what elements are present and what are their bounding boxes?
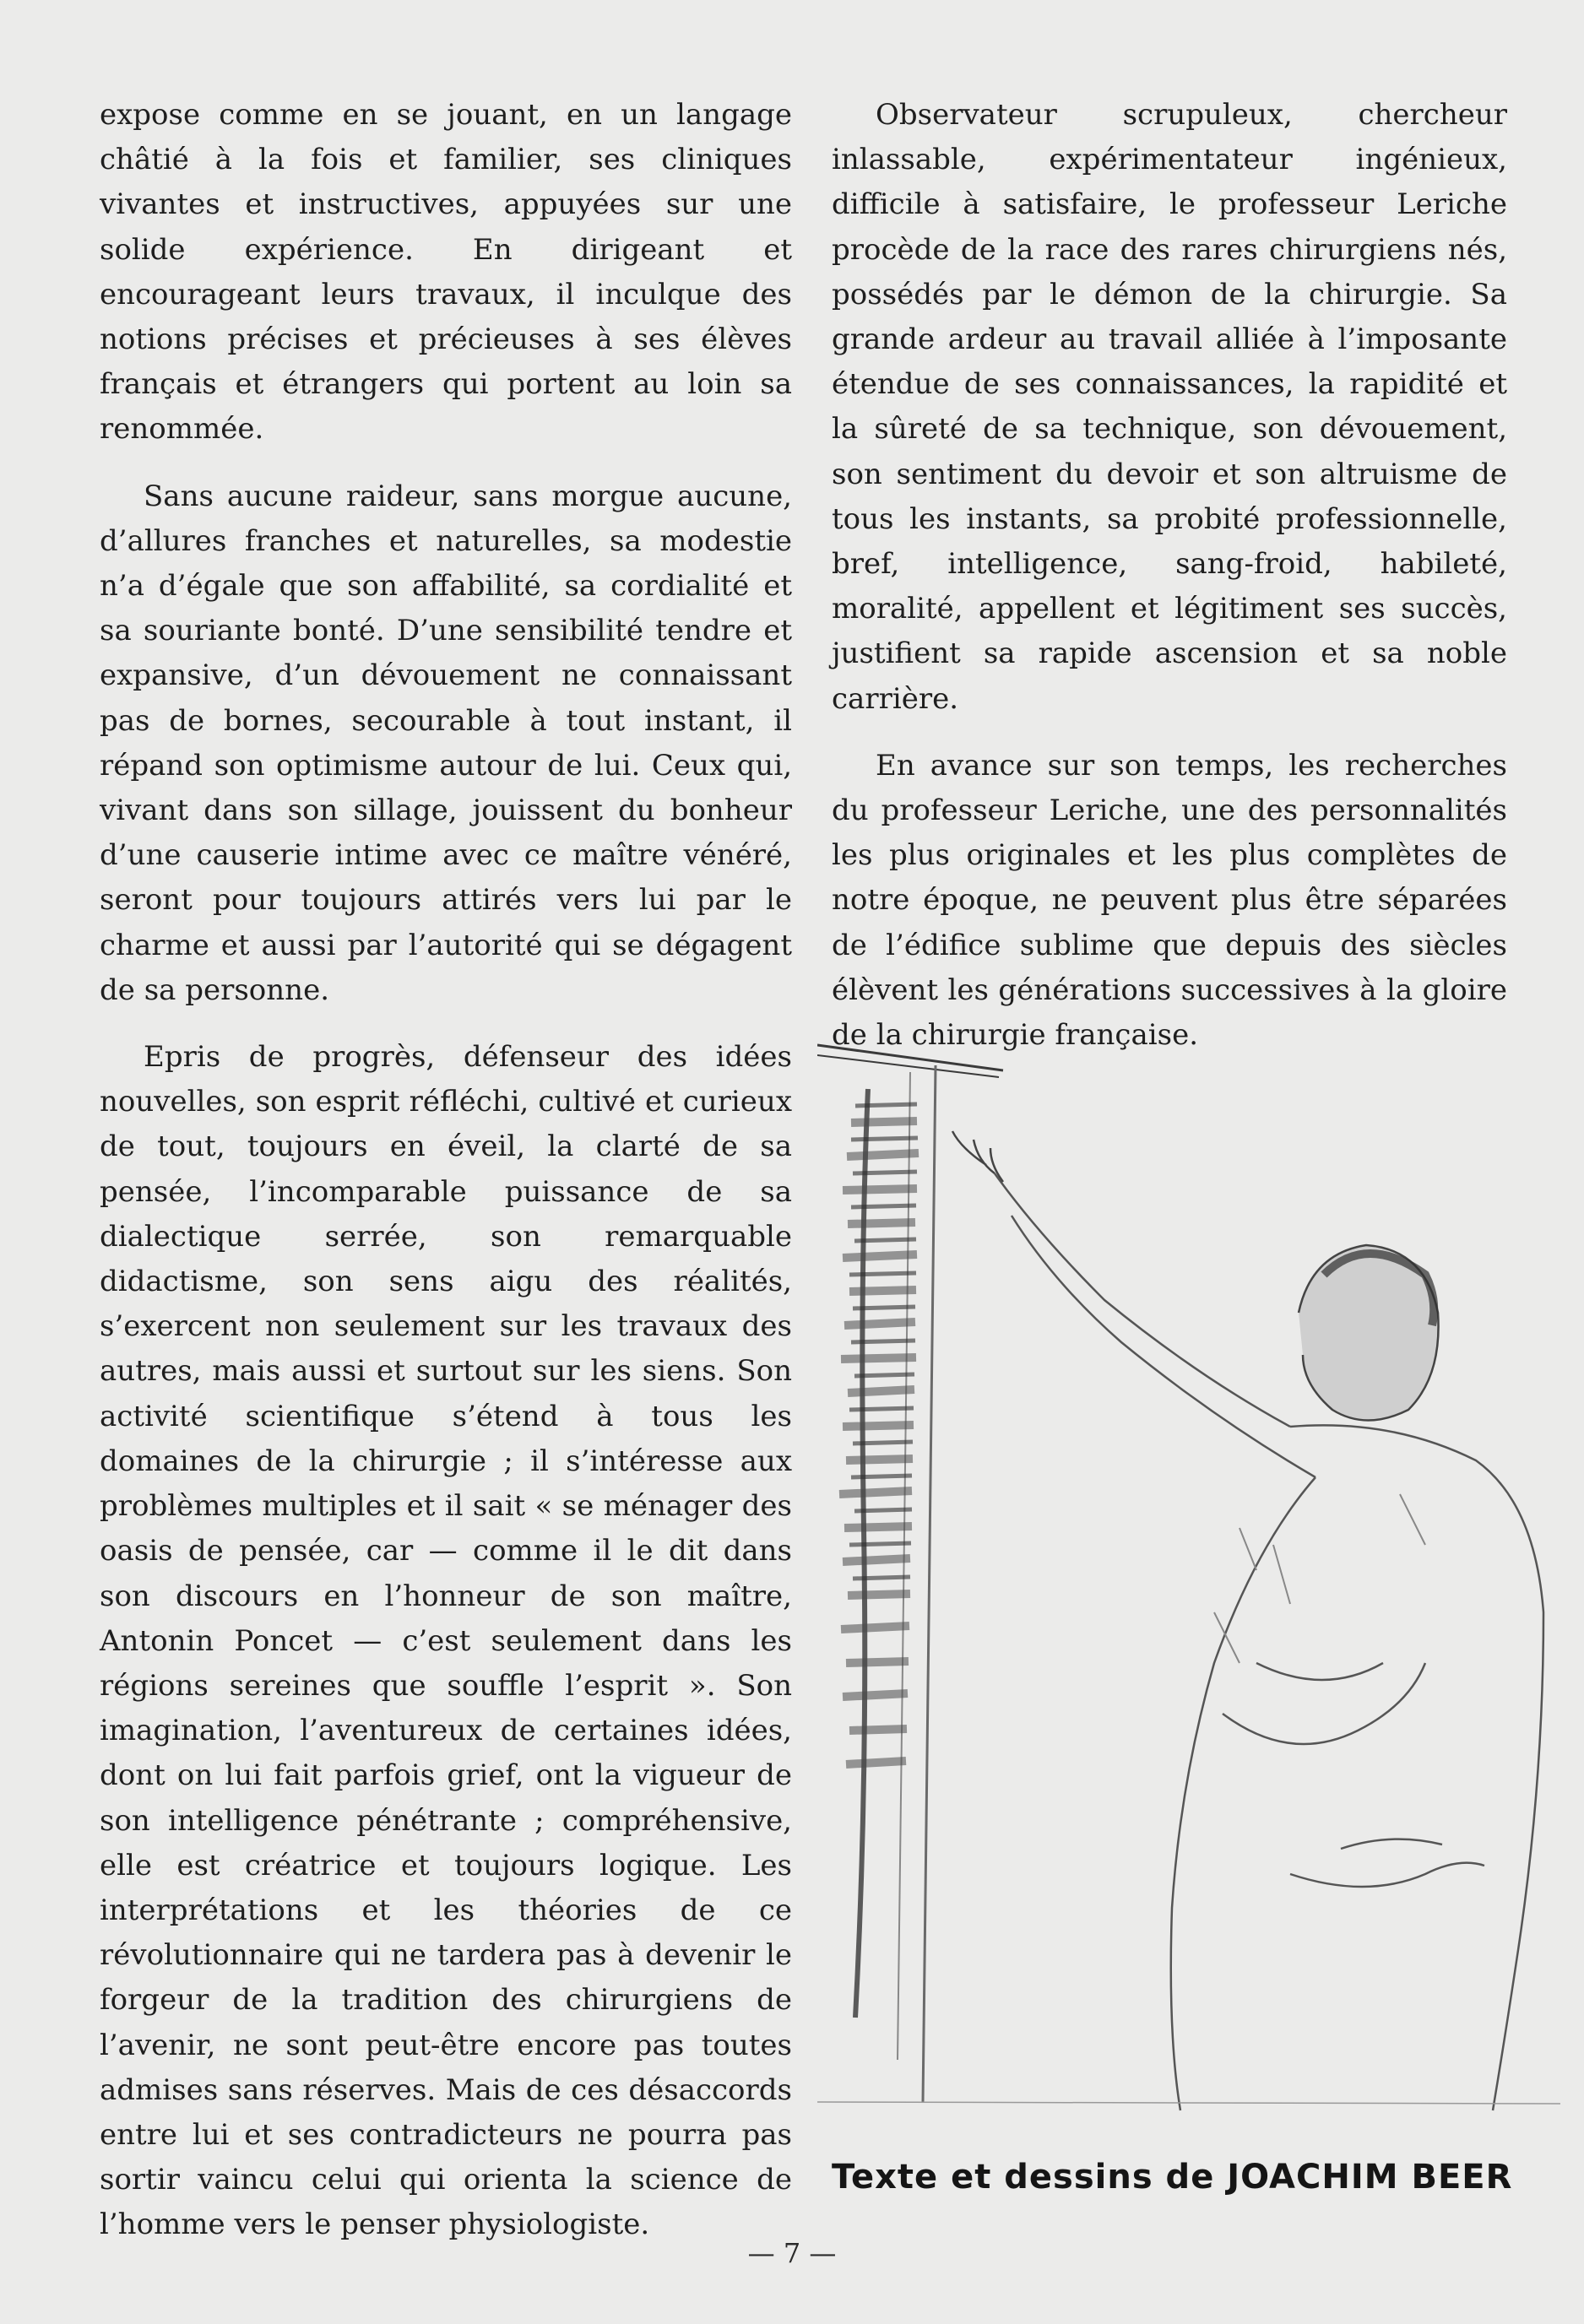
hatched-chart-drawing [817, 1045, 1003, 2102]
paragraph: expose comme en se jouant, en un langage châtié à la fois et familier, ses cliniques vivantes et instructives, appuyées sur une solide expérience. En dirigeant et encourageant leurs travaux, il inculque des notions précises et précieuses à ses élèves français et étrangers qui portent au loin sa renommée. [100, 98, 792, 447]
paragraph: Sans aucune raideur, sans morgue aucune, d’allures franches et naturelles, sa modestie n’a d’égale que son affabilité, sa cordialité et sa souriante bonté. D’une sensibilité tendre et expansive, d’un dévouement ne connaissant pas de bornes, secourable à tout instant, il répand son optimisme autour de lui. Ceux qui, vivant dans son sillage, jouissent du bonheur d’une causerie intime avec ce maître vénéré, seront pour toujours attirés vers lui par le charme et aussi par l’autorité qui se dégagent de sa personne. [100, 479, 792, 1007]
page-number: — 7 — [747, 2237, 837, 2269]
paragraph: Epris de progrès, défenseur des idées nouvelles, son esprit réfléchi, cultivé et curieux de tout, toujours en éveil, la clarté de sa pensée, l’incomparable puissance de sa dialectique serrée, son remarquable didactisme, son sens aigu des réalités, s’exercent non seulement sur les travaux des autres, mais aussi et surtout sur les siens. Son activité scientifique s’étend à tous les domaines de la chirurgie ; il s’intéresse aux problèmes multiples et il sait « se ménager des oasis de pensée, car — comme il le dit dans son discours en l’honneur de son maître, Antonin Poncet — c’est seulement dans les régions sereines que souffle l’esprit ». Son imagination, l’aventureux de certaines idées, dont on lui fait parfois grief, ont la vigueur de son intelligence pénétrante ; compréhensive, elle est créatrice et toujours logique. Les interprétations et les théories de ce révolutionnaire qui ne tardera pas à devenir le forgeur de la tradition des chirurgiens de l’avenir, ne sont peut-être encore pas toutes admises sans réserves. Mais de ces désaccords entre lui et ses contradicteurs ne pourra pas sortir vaincu celui qui orienta la science de l’homme vers le penser physiologiste. [100, 1040, 792, 2242]
illustration-credit-caption: Texte et dessins de JOACHIM BEER [832, 2158, 1513, 2197]
paragraph: Observateur scrupuleux, chercheur inlassable, expérimentateur ingénieux, difficile à satisfaire, le professeur Leriche procède de la race des rares chirurgiens nés, possédés par le démon de la chirurgie. Sa grande ardeur au travail alliée à l’imposante étendue de ses connaissances, la rapidité et la sûreté de sa technique, son dévouement, son sentiment du devoir et son altruisme de tous les instants, sa probité professionnelle, bref, intelligence, sang-froid, habileté, moralité, appellent et légitiment ses succès, justifient sa rapide ascension et sa noble carrière. [832, 98, 1507, 716]
left-text-column [100, 93, 792, 2270]
pencil-sketch-surgeon-illustration [817, 1021, 1560, 2119]
right-text-column [832, 93, 1507, 1080]
paragraph: En avance sur son temps, les recherches du professeur Leriche, une des personnalités les plus originales et les plus complètes de notre époque, ne peuvent plus être séparées de l’édifice sublime que depuis des siècles élèvent les générations successives à la gloire de la chirurgie française. [832, 748, 1507, 1053]
